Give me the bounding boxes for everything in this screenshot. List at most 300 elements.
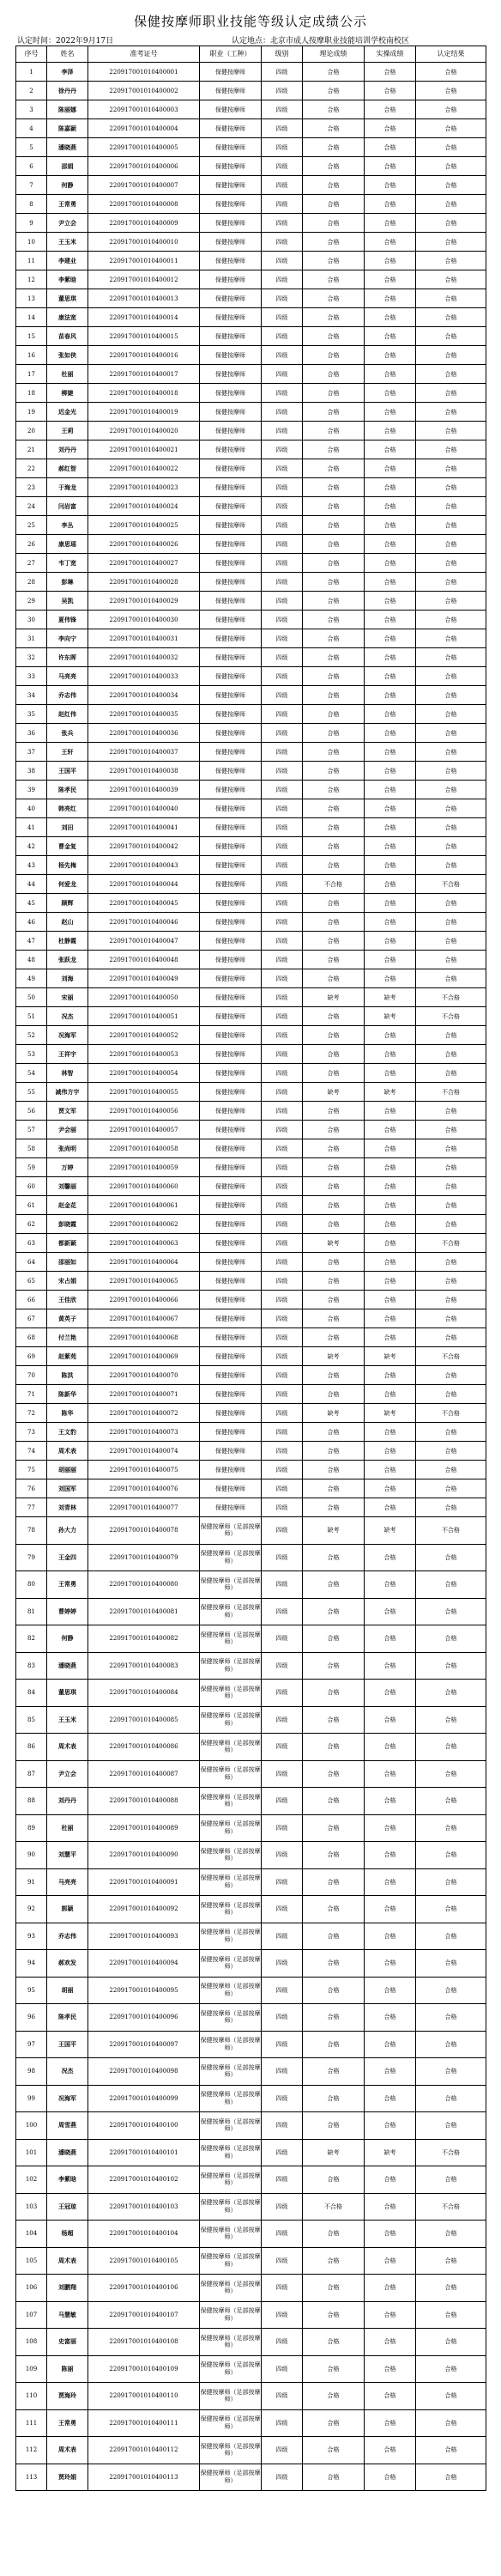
- table-row: [16, 2301, 486, 2329]
- cell-name: 邵娟: [47, 157, 88, 176]
- cell-theory: 合格: [303, 1760, 365, 1788]
- cell-theory: 合格: [303, 2247, 365, 2275]
- cell-exam-id: 220917001010400035: [88, 705, 200, 724]
- cell-practice: 合格: [365, 1064, 416, 1083]
- cell-name: 李紫晗: [47, 270, 88, 289]
- cell-level: 四级: [262, 1788, 303, 1815]
- cell-name: 乔志伟: [47, 686, 88, 705]
- cell-practice: 合格: [365, 2221, 416, 2248]
- cell-exam-id: 220917001010400100: [88, 2112, 200, 2140]
- cell-no: 57: [16, 1121, 47, 1139]
- table-row: [16, 138, 486, 157]
- cell-no: 38: [16, 762, 47, 781]
- cell-exam-id: 220917001010400050: [88, 988, 200, 1007]
- cell-name: 马慧敏: [47, 2301, 88, 2329]
- table-row: [16, 2193, 486, 2221]
- cell-no: 21: [16, 440, 47, 459]
- cell-name: 张兵: [47, 724, 88, 743]
- cell-job: 保健按摩师: [200, 837, 262, 856]
- cell-no: 53: [16, 1045, 47, 1064]
- cell-level: 四级: [262, 592, 303, 611]
- cell-name: 曹金复: [47, 837, 88, 856]
- cell-practice: 缺考: [365, 1347, 416, 1366]
- exam-time-value: 2022年9月17日: [56, 37, 114, 46]
- cell-exam-id: 220917001010400062: [88, 1215, 200, 1234]
- cell-result: 合格: [416, 724, 486, 743]
- cell-theory: 合格: [303, 1309, 365, 1328]
- cell-theory: 不合格: [303, 875, 365, 894]
- cell-job: 保健按摩师: [200, 195, 262, 214]
- cell-job: 保健按摩师: [200, 497, 262, 516]
- table-row: [16, 2437, 486, 2464]
- cell-result: 合格: [416, 1272, 486, 1291]
- cell-level: 四级: [262, 1026, 303, 1045]
- cell-name: 康法宽: [47, 308, 88, 327]
- cell-job: 保健按摩师（足部按摩师）: [200, 2193, 262, 2221]
- cell-practice: 合格: [365, 1234, 416, 1253]
- cell-no: 26: [16, 535, 47, 554]
- cell-no: 85: [16, 1706, 47, 1734]
- cell-exam-id: 220917001010400106: [88, 2275, 200, 2302]
- cell-level: 四级: [262, 1544, 303, 1571]
- cell-no: 89: [16, 1814, 47, 1842]
- cell-practice: 合格: [365, 2112, 416, 2140]
- cell-theory: 合格: [303, 2112, 365, 2140]
- table-row: [16, 2139, 486, 2166]
- cell-theory: 合格: [303, 1842, 365, 1869]
- cell-result: 合格: [416, 969, 486, 988]
- cell-exam-id: 220917001010400090: [88, 1842, 200, 1869]
- cell-no: 27: [16, 554, 47, 573]
- cell-no: 30: [16, 611, 47, 629]
- cell-no: 46: [16, 913, 47, 932]
- cell-name: 胡丽: [47, 1977, 88, 2004]
- cell-job: 保健按摩师: [200, 440, 262, 459]
- cell-level: 四级: [262, 1461, 303, 1479]
- cell-theory: 合格: [303, 1026, 365, 1045]
- cell-theory: 合格: [303, 100, 365, 119]
- cell-level: 四级: [262, 2409, 303, 2437]
- cell-job: 保健按摩师（足部按摩师）: [200, 2409, 262, 2437]
- cell-no: 66: [16, 1291, 47, 1309]
- cell-level: 四级: [262, 2221, 303, 2248]
- cell-no: 18: [16, 384, 47, 403]
- cell-job: 保健按摩师: [200, 686, 262, 705]
- cell-level: 四级: [262, 629, 303, 648]
- cell-practice: 合格: [365, 233, 416, 252]
- cell-job: 保健按摩师: [200, 1291, 262, 1309]
- cell-practice: 合格: [365, 1139, 416, 1158]
- cell-no: 76: [16, 1479, 47, 1498]
- cell-exam-id: 220917001010400025: [88, 516, 200, 535]
- cell-name: 陈孝民: [47, 781, 88, 799]
- cell-level: 四级: [262, 63, 303, 82]
- cell-no: 96: [16, 2004, 47, 2032]
- cell-no: 109: [16, 2355, 47, 2383]
- cell-job: 保健按摩师（足部按摩师）: [200, 2247, 262, 2275]
- cell-job: 保健按摩师: [200, 289, 262, 308]
- cell-name: 赵山: [47, 913, 88, 932]
- cell-name: 林智: [47, 1064, 88, 1083]
- cell-theory: 合格: [303, 1923, 365, 1950]
- cell-name: 陈孝民: [47, 2004, 88, 2032]
- cell-job: 保健按摩师: [200, 799, 262, 818]
- table-row: [16, 781, 486, 799]
- cell-name: 康思瑶: [47, 535, 88, 554]
- cell-name: 柳婕: [47, 384, 88, 403]
- cell-name: 尹会丽: [47, 1121, 88, 1139]
- cell-exam-id: 220917001010400075: [88, 1461, 200, 1479]
- table-row: [16, 195, 486, 214]
- cell-name: 郝红智: [47, 459, 88, 478]
- cell-level: 四级: [262, 2301, 303, 2329]
- cell-level: 四级: [262, 535, 303, 554]
- cell-exam-id: 220917001010400066: [88, 1291, 200, 1309]
- cell-no: 74: [16, 1442, 47, 1461]
- cell-result: 合格: [416, 611, 486, 629]
- cell-practice: 合格: [365, 1045, 416, 1064]
- cell-no: 86: [16, 1734, 47, 1761]
- cell-theory: 合格: [303, 1121, 365, 1139]
- cell-job: 保健按摩师: [200, 535, 262, 554]
- cell-practice: 合格: [365, 2275, 416, 2302]
- cell-name: 邵丽如: [47, 1253, 88, 1272]
- cell-no: 25: [16, 516, 47, 535]
- cell-result: 合格: [416, 2004, 486, 2032]
- cell-result: 合格: [416, 894, 486, 913]
- cell-result: 合格: [416, 1121, 486, 1139]
- cell-exam-id: 220917001010400071: [88, 1385, 200, 1404]
- cell-result: 合格: [416, 1625, 486, 1653]
- cell-practice: 合格: [365, 629, 416, 648]
- cell-exam-id: 220917001010400046: [88, 913, 200, 932]
- cell-job: 保健按摩师: [200, 1196, 262, 1215]
- cell-result: 合格: [416, 2355, 486, 2383]
- cell-job: 保健按摩师（足部按摩师）: [200, 2464, 262, 2491]
- cell-level: 四级: [262, 781, 303, 799]
- cell-practice: 合格: [365, 1102, 416, 1121]
- cell-practice: 合格: [365, 913, 416, 932]
- cell-job: 保健按摩师: [200, 1442, 262, 1461]
- table-row: [16, 1517, 486, 1545]
- cell-exam-id: 220917001010400101: [88, 2139, 200, 2166]
- cell-theory: 合格: [303, 781, 365, 799]
- cell-name: 何静: [47, 176, 88, 195]
- cell-exam-id: 220917001010400029: [88, 592, 200, 611]
- cell-practice: 缺考: [365, 988, 416, 1007]
- cell-practice: 合格: [365, 2031, 416, 2058]
- cell-level: 四级: [262, 1083, 303, 1102]
- cell-level: 四级: [262, 365, 303, 384]
- cell-level: 四级: [262, 176, 303, 195]
- cell-name: 刘丹丹: [47, 440, 88, 459]
- cell-no: 60: [16, 1177, 47, 1196]
- cell-exam-id: 220917001010400016: [88, 346, 200, 365]
- cell-no: 90: [16, 1842, 47, 1869]
- cell-result: 合格: [416, 1139, 486, 1158]
- cell-exam-id: 220917001010400039: [88, 781, 200, 799]
- cell-theory: 缺考: [303, 1347, 365, 1366]
- cell-no: 58: [16, 1139, 47, 1158]
- cell-theory: 合格: [303, 2085, 365, 2112]
- cell-exam-id: 220917001010400060: [88, 1177, 200, 1196]
- cell-theory: 合格: [303, 1253, 365, 1272]
- cell-practice: 合格: [365, 1571, 416, 1599]
- cell-name: 夏伟锋: [47, 611, 88, 629]
- exam-location-label: 认定地点：: [232, 37, 271, 46]
- cell-theory: 合格: [303, 233, 365, 252]
- cell-name: 王玉米: [47, 1706, 88, 1734]
- table-row: [16, 252, 486, 270]
- cell-no: 56: [16, 1102, 47, 1121]
- header-theory: 理论成绩: [303, 46, 365, 63]
- cell-exam-id: 220917001010400067: [88, 1309, 200, 1328]
- table-row: [16, 2464, 486, 2491]
- table-row: [16, 1366, 486, 1385]
- cell-name: 张如侠: [47, 346, 88, 365]
- cell-exam-id: 220917001010400064: [88, 1253, 200, 1272]
- cell-practice: 合格: [365, 1868, 416, 1896]
- cell-practice: 合格: [365, 497, 416, 516]
- cell-job: 保健按摩师: [200, 724, 262, 743]
- cell-theory: 合格: [303, 119, 365, 138]
- cell-exam-id: 220917001010400074: [88, 1442, 200, 1461]
- cell-name: 杜丽: [47, 365, 88, 384]
- cell-theory: 合格: [303, 2031, 365, 2058]
- cell-job: 保健按摩师: [200, 573, 262, 592]
- cell-level: 四级: [262, 2085, 303, 2112]
- cell-practice: 合格: [365, 1814, 416, 1842]
- cell-result: 合格: [416, 2464, 486, 2491]
- cell-level: 四级: [262, 289, 303, 308]
- cell-level: 四级: [262, 1404, 303, 1423]
- cell-theory: 合格: [303, 1734, 365, 1761]
- cell-exam-id: 220917001010400026: [88, 535, 200, 554]
- cell-exam-id: 220917001010400053: [88, 1045, 200, 1064]
- cell-name: 李向宁: [47, 629, 88, 648]
- cell-theory: 合格: [303, 138, 365, 157]
- cell-exam-id: 220917001010400073: [88, 1423, 200, 1442]
- cell-job: 保健按摩师: [200, 100, 262, 119]
- cell-theory: 合格: [303, 1680, 365, 1707]
- cell-practice: 合格: [365, 1734, 416, 1761]
- cell-practice: 合格: [365, 440, 416, 459]
- cell-level: 四级: [262, 724, 303, 743]
- cell-name: 董思琪: [47, 289, 88, 308]
- cell-result: 合格: [416, 2329, 486, 2356]
- cell-result: 合格: [416, 1045, 486, 1064]
- cell-theory: 缺考: [303, 1517, 365, 1545]
- cell-theory: 合格: [303, 1977, 365, 2004]
- cell-no: 111: [16, 2409, 47, 2437]
- cell-result: 合格: [416, 535, 486, 554]
- cell-exam-id: 220917001010400056: [88, 1102, 200, 1121]
- cell-theory: 合格: [303, 913, 365, 932]
- cell-no: 104: [16, 2221, 47, 2248]
- cell-exam-id: 220917001010400088: [88, 1788, 200, 1815]
- table-row: [16, 289, 486, 308]
- cell-no: 78: [16, 1517, 47, 1545]
- cell-theory: 合格: [303, 554, 365, 573]
- table-row: [16, 1404, 486, 1423]
- cell-level: 四级: [262, 384, 303, 403]
- cell-result: 合格: [416, 119, 486, 138]
- cell-practice: 合格: [365, 346, 416, 365]
- cell-result: 合格: [416, 497, 486, 516]
- cell-level: 四级: [262, 1706, 303, 1734]
- cell-no: 65: [16, 1272, 47, 1291]
- cell-name: 贾玲娟: [47, 2464, 88, 2491]
- table-row: [16, 1788, 486, 1815]
- cell-name: 何爱龙: [47, 875, 88, 894]
- table-row: [16, 459, 486, 478]
- cell-level: 四级: [262, 2383, 303, 2410]
- cell-level: 四级: [262, 743, 303, 762]
- table-row: [16, 1734, 486, 1761]
- cell-result: 合格: [416, 2437, 486, 2464]
- table-row: [16, 743, 486, 762]
- cell-name: 闫岩富: [47, 497, 88, 516]
- table-row: [16, 1158, 486, 1177]
- cell-exam-id: 220917001010400043: [88, 856, 200, 875]
- cell-theory: 合格: [303, 1442, 365, 1461]
- cell-practice: 合格: [365, 459, 416, 478]
- cell-result: 合格: [416, 478, 486, 497]
- cell-result: 合格: [416, 781, 486, 799]
- cell-no: 84: [16, 1680, 47, 1707]
- cell-result: 合格: [416, 2301, 486, 2329]
- cell-exam-id: 220917001010400005: [88, 138, 200, 157]
- cell-no: 98: [16, 2058, 47, 2086]
- cell-level: 四级: [262, 2355, 303, 2383]
- table-row: [16, 629, 486, 648]
- cell-job: 保健按摩师: [200, 346, 262, 365]
- cell-level: 四级: [262, 913, 303, 932]
- cell-theory: 合格: [303, 195, 365, 214]
- cell-job: 保健按摩师（足部按摩师）: [200, 1517, 262, 1545]
- cell-level: 四级: [262, 1517, 303, 1545]
- cell-job: 保健按摩师（足部按摩师）: [200, 1977, 262, 2004]
- cell-result: 合格: [416, 573, 486, 592]
- cell-result: 合格: [416, 1158, 486, 1177]
- table-row: [16, 573, 486, 592]
- cell-job: 保健按摩师（足部按摩师）: [200, 1814, 262, 1842]
- cell-name: 王祥宇: [47, 1045, 88, 1064]
- cell-result: 合格: [416, 176, 486, 195]
- cell-no: 110: [16, 2383, 47, 2410]
- cell-job: 保健按摩师: [200, 1423, 262, 1442]
- cell-no: 7: [16, 176, 47, 195]
- cell-name: 李紫晗: [47, 2166, 88, 2194]
- cell-level: 四级: [262, 1102, 303, 1121]
- cell-practice: 合格: [365, 2004, 416, 2032]
- cell-theory: 合格: [303, 2464, 365, 2491]
- cell-no: 106: [16, 2275, 47, 2302]
- cell-level: 四级: [262, 327, 303, 346]
- cell-theory: 合格: [303, 308, 365, 327]
- cell-result: 合格: [416, 2112, 486, 2140]
- cell-no: 41: [16, 818, 47, 837]
- cell-practice: 合格: [365, 1177, 416, 1196]
- cell-name: 彭晓霞: [47, 1215, 88, 1234]
- cell-job: 保健按摩师（足部按摩师）: [200, 2275, 262, 2302]
- table-row: [16, 1064, 486, 1083]
- header-exam-id: 准考证号: [88, 46, 200, 63]
- cell-exam-id: 220917001010400059: [88, 1158, 200, 1177]
- table-row: [16, 2329, 486, 2356]
- table-row: [16, 1423, 486, 1442]
- cell-name: 杨超: [47, 2221, 88, 2248]
- cell-job: 保健按摩师: [200, 705, 262, 724]
- cell-theory: 缺考: [303, 2139, 365, 2166]
- table-row: [16, 2112, 486, 2140]
- cell-theory: 合格: [303, 1328, 365, 1347]
- cell-level: 四级: [262, 1366, 303, 1385]
- cell-practice: 合格: [365, 1309, 416, 1328]
- cell-result: 合格: [416, 1102, 486, 1121]
- cell-practice: 合格: [365, 932, 416, 951]
- cell-no: 47: [16, 932, 47, 951]
- cell-name: 贾文军: [47, 1102, 88, 1121]
- cell-no: 34: [16, 686, 47, 705]
- cell-practice: 合格: [365, 1385, 416, 1404]
- cell-no: 32: [16, 648, 47, 667]
- cell-practice: 合格: [365, 1461, 416, 1479]
- cell-theory: 缺考: [303, 1404, 365, 1423]
- cell-exam-id: 220917001010400006: [88, 157, 200, 176]
- cell-practice: 合格: [365, 856, 416, 875]
- table-row: [16, 535, 486, 554]
- cell-level: 四级: [262, 988, 303, 1007]
- cell-exam-id: 220917001010400061: [88, 1196, 200, 1215]
- table-row: [16, 837, 486, 856]
- cell-no: 55: [16, 1083, 47, 1102]
- cell-exam-id: 220917001010400002: [88, 82, 200, 100]
- cell-practice: 合格: [365, 1680, 416, 1707]
- cell-name: 刘青林: [47, 1498, 88, 1517]
- cell-result: 合格: [416, 2275, 486, 2302]
- cell-practice: 合格: [365, 724, 416, 743]
- cell-theory: 合格: [303, 1272, 365, 1291]
- cell-result: 合格: [416, 592, 486, 611]
- table-row: [16, 119, 486, 138]
- cell-exam-id: 220917001010400111: [88, 2409, 200, 2437]
- cell-practice: 合格: [365, 573, 416, 592]
- table-row: [16, 1571, 486, 1599]
- table-row: [16, 1706, 486, 1734]
- cell-exam-id: 220917001010400011: [88, 252, 200, 270]
- table-row: [16, 1309, 486, 1328]
- cell-job: 保健按摩师: [200, 667, 262, 686]
- cell-job: 保健按摩师: [200, 1139, 262, 1158]
- cell-no: 83: [16, 1652, 47, 1680]
- cell-level: 四级: [262, 1598, 303, 1625]
- cell-name: 徐丹丹: [47, 82, 88, 100]
- cell-exam-id: 220917001010400038: [88, 762, 200, 781]
- cell-name: 赵金花: [47, 1196, 88, 1215]
- cell-theory: 缺考: [303, 1234, 365, 1253]
- cell-theory: 合格: [303, 2437, 365, 2464]
- cell-theory: 合格: [303, 478, 365, 497]
- cell-name: 郝欢发: [47, 1950, 88, 1978]
- cell-level: 四级: [262, 1328, 303, 1347]
- cell-name: 马亮亮: [47, 667, 88, 686]
- cell-exam-id: 220917001010400052: [88, 1026, 200, 1045]
- table-row: [16, 1923, 486, 1950]
- table-row: [16, 1272, 486, 1291]
- cell-exam-id: 220917001010400054: [88, 1064, 200, 1083]
- cell-name: 贾海玲: [47, 2383, 88, 2410]
